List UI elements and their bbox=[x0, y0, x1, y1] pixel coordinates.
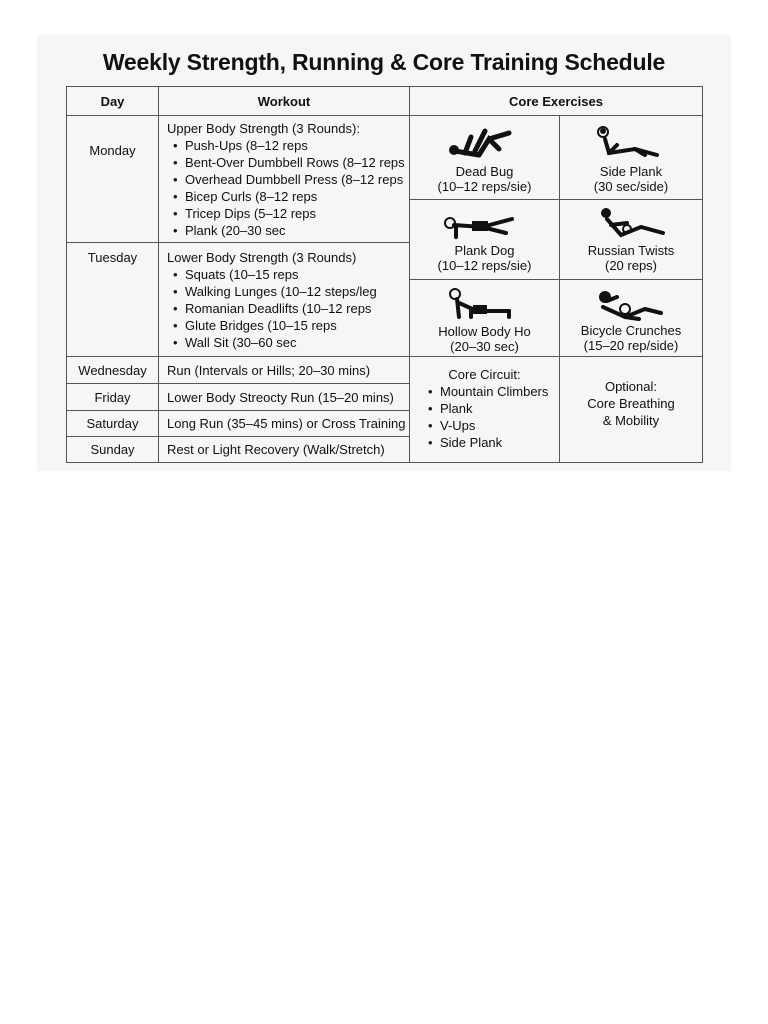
day-monday: Monday bbox=[89, 143, 136, 158]
side-plank-figure-icon bbox=[595, 125, 665, 161]
friday-divider bbox=[66, 410, 409, 411]
day-column-divider bbox=[158, 86, 159, 463]
list-item: • Bent-Over Dumbbell Rows (8–12 reps bbox=[168, 154, 405, 171]
list-item: • Wall Sit (30–60 sec bbox=[168, 334, 377, 351]
bicycle-crunch-figure-icon bbox=[595, 287, 667, 323]
list-item: • Side Plank bbox=[423, 434, 548, 451]
core-name-plank-dog: Plank Dog bbox=[454, 243, 515, 258]
day-sunday: Sunday bbox=[90, 442, 135, 457]
wednesday-workout: Run (Intervals or Hills; 20–30 mins) bbox=[167, 363, 371, 378]
sunday-workout: Rest or Light Recovery (Walk/Stretch) bbox=[167, 442, 385, 457]
list-item: • Plank bbox=[423, 400, 548, 417]
monday-heading: Upper Body Strength (3 Rounds): bbox=[167, 121, 360, 136]
core-divider-1 bbox=[410, 199, 703, 200]
core-name-side-plank: Side Plank bbox=[599, 164, 663, 179]
core-name-dead-bug: Dead Bug bbox=[455, 164, 514, 179]
day-saturday: Saturday bbox=[86, 416, 139, 431]
friday-workout: Lower Body Streocty Run (15–20 mins) bbox=[167, 390, 394, 405]
core-divider-2 bbox=[410, 279, 703, 280]
tuesday-list bbox=[168, 266, 377, 351]
optional-line-1: Optional: bbox=[604, 379, 658, 394]
list-item: • Tricep Dips (5–12 reps bbox=[168, 205, 405, 222]
list-item: • Bicep Curls (8–12 reps bbox=[168, 188, 405, 205]
header-day: Day bbox=[100, 94, 125, 109]
saturday-divider bbox=[66, 436, 409, 437]
monday-list bbox=[168, 137, 405, 239]
core-name-russian-twists: Russian Twists bbox=[587, 243, 675, 258]
workout-column-divider bbox=[409, 86, 410, 463]
tuesday-heading: Lower Body Strength (3 Rounds) bbox=[167, 250, 357, 265]
day-tuesday: Tuesday bbox=[87, 250, 138, 265]
hollow-body-figure-icon bbox=[447, 285, 519, 321]
core-name-hollow-body: Hollow Body Ho bbox=[438, 324, 531, 339]
list-item: • Mountain Climbers bbox=[423, 383, 548, 400]
core-name-bicycle-crunches: Bicycle Crunches bbox=[580, 323, 682, 338]
day-wednesday: Wednesday bbox=[78, 363, 147, 378]
monday-divider bbox=[66, 242, 409, 243]
core-circuit-heading: Core Circuit: bbox=[448, 367, 521, 382]
list-item: • Overhead Dumbbell Press (8–12 reps bbox=[168, 171, 405, 188]
list-item: • Push-Ups (8–12 reps bbox=[168, 137, 405, 154]
core-circuit-list bbox=[423, 383, 548, 451]
header-workout: Workout bbox=[257, 94, 311, 109]
list-item: • Walking Lunges (10–12 steps/leg bbox=[168, 283, 377, 300]
page-title: Weekly Strength, Running & Core Training Schedule bbox=[102, 49, 666, 75]
dead-bug-figure-icon bbox=[445, 125, 517, 161]
list-item: • Squats (10–15 reps bbox=[168, 266, 377, 283]
optional-line-2: Core Breathing bbox=[587, 396, 675, 411]
core-detail-russian-twists: (20 reps) bbox=[604, 258, 658, 273]
core-detail-hollow-body: (20–30 sec) bbox=[450, 339, 519, 354]
wednesday-divider bbox=[66, 383, 409, 384]
day-friday: Friday bbox=[94, 390, 131, 405]
core-detail-plank-dog: (10–12 reps/sie) bbox=[437, 258, 532, 273]
saturday-workout: Long Run (35–45 mins) or Cross Training bbox=[167, 416, 406, 431]
schedule-sheet bbox=[37, 35, 731, 471]
list-item: • Plank (20–30 sec bbox=[168, 222, 405, 239]
table-right-border bbox=[702, 86, 703, 463]
plank-dog-figure-icon bbox=[442, 207, 518, 243]
list-item: • Romanian Deadlifts (10–12 reps bbox=[168, 300, 377, 317]
core-detail-bicycle-crunches: (15–20 rep/side) bbox=[583, 338, 679, 353]
table-bottom-border bbox=[66, 462, 703, 463]
core-detail-side-plank: (30 sec/side) bbox=[593, 179, 669, 194]
russian-twist-figure-icon bbox=[597, 205, 669, 243]
optional-line-3: & Mobility bbox=[602, 413, 660, 428]
tuesday-divider bbox=[66, 356, 703, 357]
table-top-border bbox=[66, 86, 703, 87]
header-divider bbox=[66, 115, 703, 116]
header-core-exercises: Core Exercises bbox=[509, 94, 603, 109]
list-item: • V-Ups bbox=[423, 417, 548, 434]
list-item: • Glute Bridges (10–15 reps bbox=[168, 317, 377, 334]
core-detail-dead-bug: (10–12 reps/sie) bbox=[437, 179, 532, 194]
